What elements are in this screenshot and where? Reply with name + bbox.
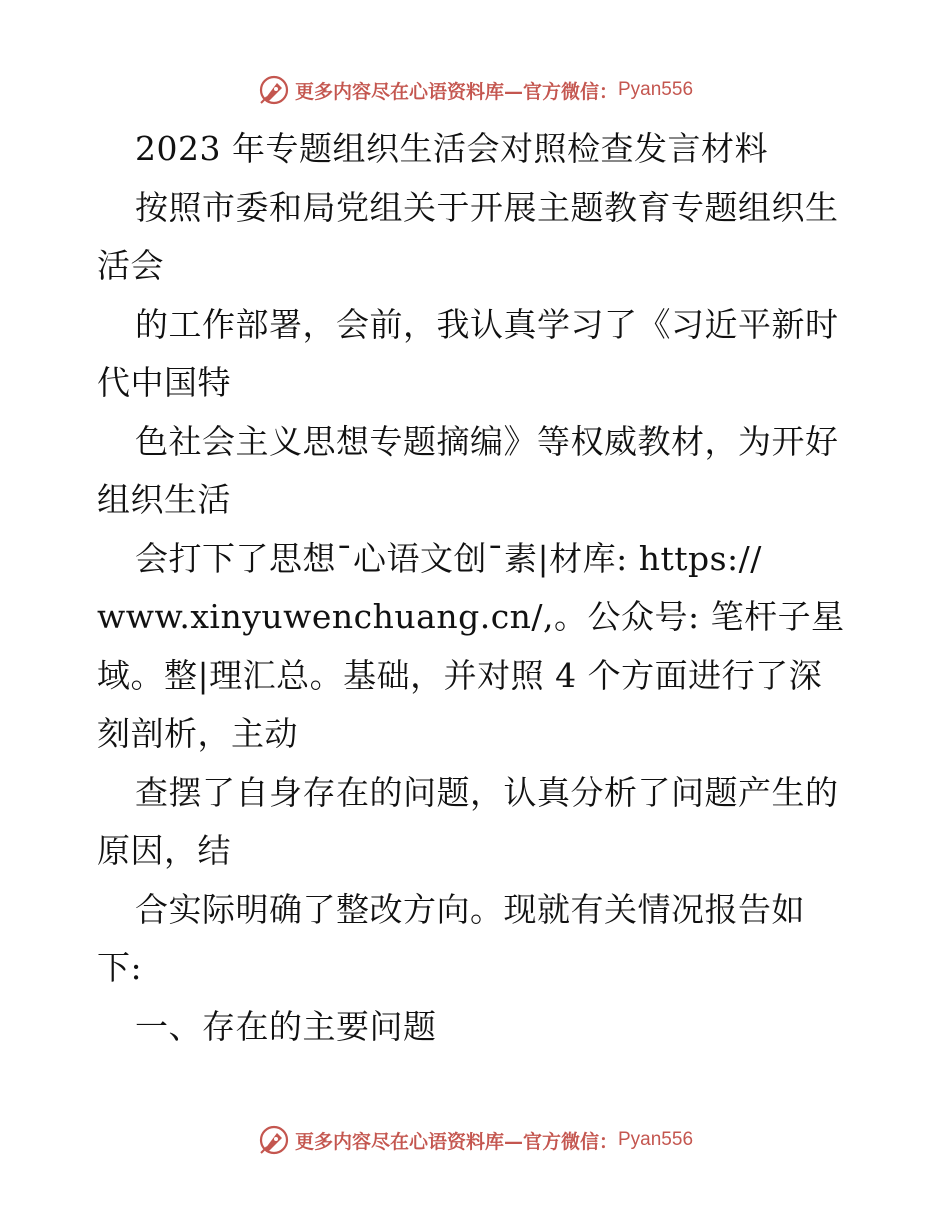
document-line: 下: (97, 948, 143, 987)
document-line: 代中国特 (97, 363, 231, 402)
header-banner (0, 70, 950, 110)
document-line: 的工作部署，会前，我认真学习了《习近平新时 (135, 304, 839, 344)
header-banner-text: 更多内容尽在心语资料库—官方微信： (294, 80, 618, 103)
footer-banner-text: 更多内容尽在心语资料库—官方微信： (294, 1130, 618, 1153)
document-line: 活会 (97, 246, 164, 285)
document-body (97, 120, 857, 1056)
document-line: 2023 年专题组织生活会对照检查发言材料 (135, 129, 768, 168)
pen-nib-logo-icon (257, 73, 291, 107)
document-line: 合实际明确了整改方向。现就有关情况报告如 (135, 889, 805, 929)
pen-nib-logo-icon (257, 1123, 291, 1157)
document-line: 色社会主义思想专题摘编》等权威教材，为开好 (135, 421, 839, 461)
footer-banner (0, 1120, 950, 1160)
document-line: 原因，结 (97, 831, 231, 870)
document-line: 按照市委和局党组关于开展主题教育专题组织生 (135, 187, 839, 227)
document-line: 域。整|理汇总。基础，并对照 4 个方面进行了深 (97, 655, 823, 695)
header-banner-wechat-id: Pyan556 (618, 79, 694, 100)
document-line: www.xinyuwenchuang.cn/,。公众号: 笔杆子星 (97, 597, 845, 636)
document-line: 会打下了思想¯心语文创¯素|材库: https:// (135, 538, 762, 578)
document-line: 一、存在的主要问题 (135, 1006, 437, 1046)
footer-banner-wechat-id: Pyan556 (618, 1129, 694, 1150)
document-line: 组织生活 (97, 480, 231, 519)
document-line: 刻剖析，主动 (97, 714, 298, 753)
document-line: 查摆了自身存在的问题，认真分析了问题产生的 (135, 772, 839, 812)
